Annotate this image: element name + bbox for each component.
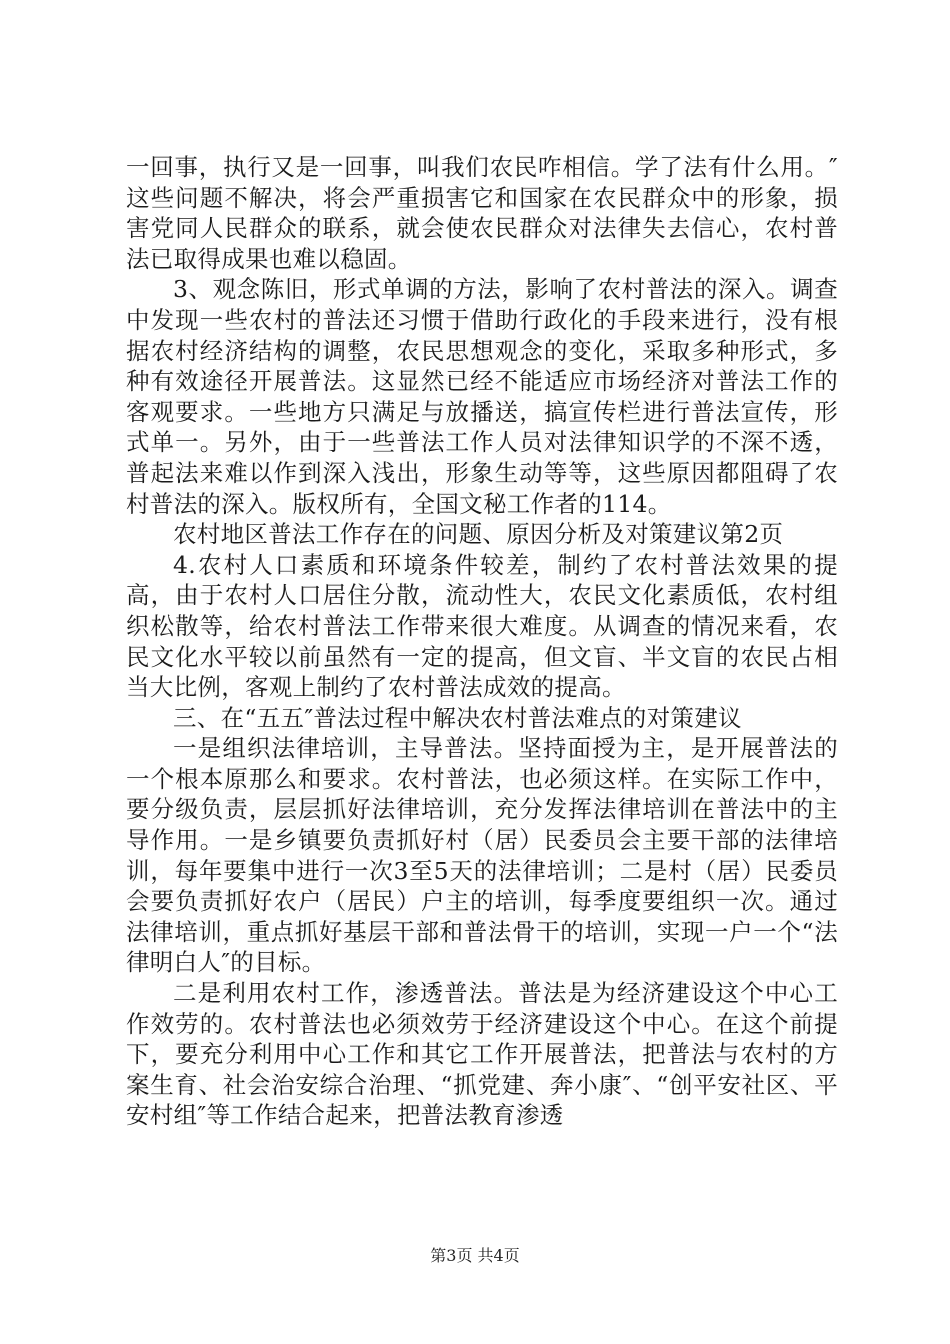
paragraph-running-title: 农村地区普法工作存在的问题、原因分析及对策建议第2页	[173, 520, 784, 549]
paragraph-point-3: 3、观念陈旧，形式单调的方法，影响了农村普法的深入。调查中发现一些农村的普法还习惯于借助行政化的手段来进行，没有根据农村经济结构的调整，农民思想观念的变化，采取多种形式，多种有效途径开展普法。这显然已经不能适应市场经济对普法工作的客观要求。一些地方只满足与放播送，搞宣传栏进行普法宣传，形式单一。另外，由于一些普法工作人员对法律知识学的不深不透，普起法来难以作到深入浅出，形象生动等等，这些原因都阻碍了农村普法的深入。版权所有，全国文秘工作者的114。	[126, 275, 838, 518]
section-heading-3: 三、在“五五″普法过程中解决农村普法难点的对策建议	[173, 703, 742, 732]
page-footer: 第3页 共4页	[430, 1246, 520, 1265]
paragraph-measure-2: 二是利用农村工作，渗透普法。普法是为经济建设这个中心工作效劳的。农村普法也必须效劳于经济建设这个中心。在这个前提下，要充分利用中心工作和其它工作开展普法，把普法与农村的方案生育、社会治安综合治理、“抓党建、奔小康″、“创平安社区、平安村组″等工作结合起来，把普法教育渗透	[126, 979, 838, 1130]
paragraph-continuation: 一回事，执行又是一回事，叫我们农民咋相信。学了法有什么用。″这些问题不解决，将会严重损害它和国家在农民群众中的形象，损害党同人民群众的联系，就会使农民群众对法律失去信心，农村普法已取得成果也难以稳固。	[126, 153, 838, 273]
paragraph-point-4: 4.农村人口素质和环境条件较差，制约了农村普法效果的提高，由于农村人口居住分散，流动性大，农民文化素质低，农村组织松散等，给农村普法工作带来很大难度。从调查的情况来看，农民文化水平较以前虽然有一定的提高，但文盲、半文盲的农民占相当大比例，客观上制约了农村普法成效的提高。	[126, 550, 838, 702]
paragraph-measure-1: 一是组织法律培训，主导普法。坚持面授为主，是开展普法的一个根本原那么和要求。农村普法，也必须这样。在实际工作中，要分级负责，层层抓好法律培训，充分发挥法律培训在普法中的主导作用。一是乡镇要负责抓好村（居）民委员会主要干部的法律培训，每年要集中进行一次3至5天的法律培训；二是村（居）民委员会要负责抓好农户（居民）户主的培训，每季度要组织一次。通过法律培训，重点抓好基层干部和普法骨干的培训，实现一户一个“法律明白人″的目标。	[126, 734, 838, 977]
document-body	[126, 152, 838, 1131]
